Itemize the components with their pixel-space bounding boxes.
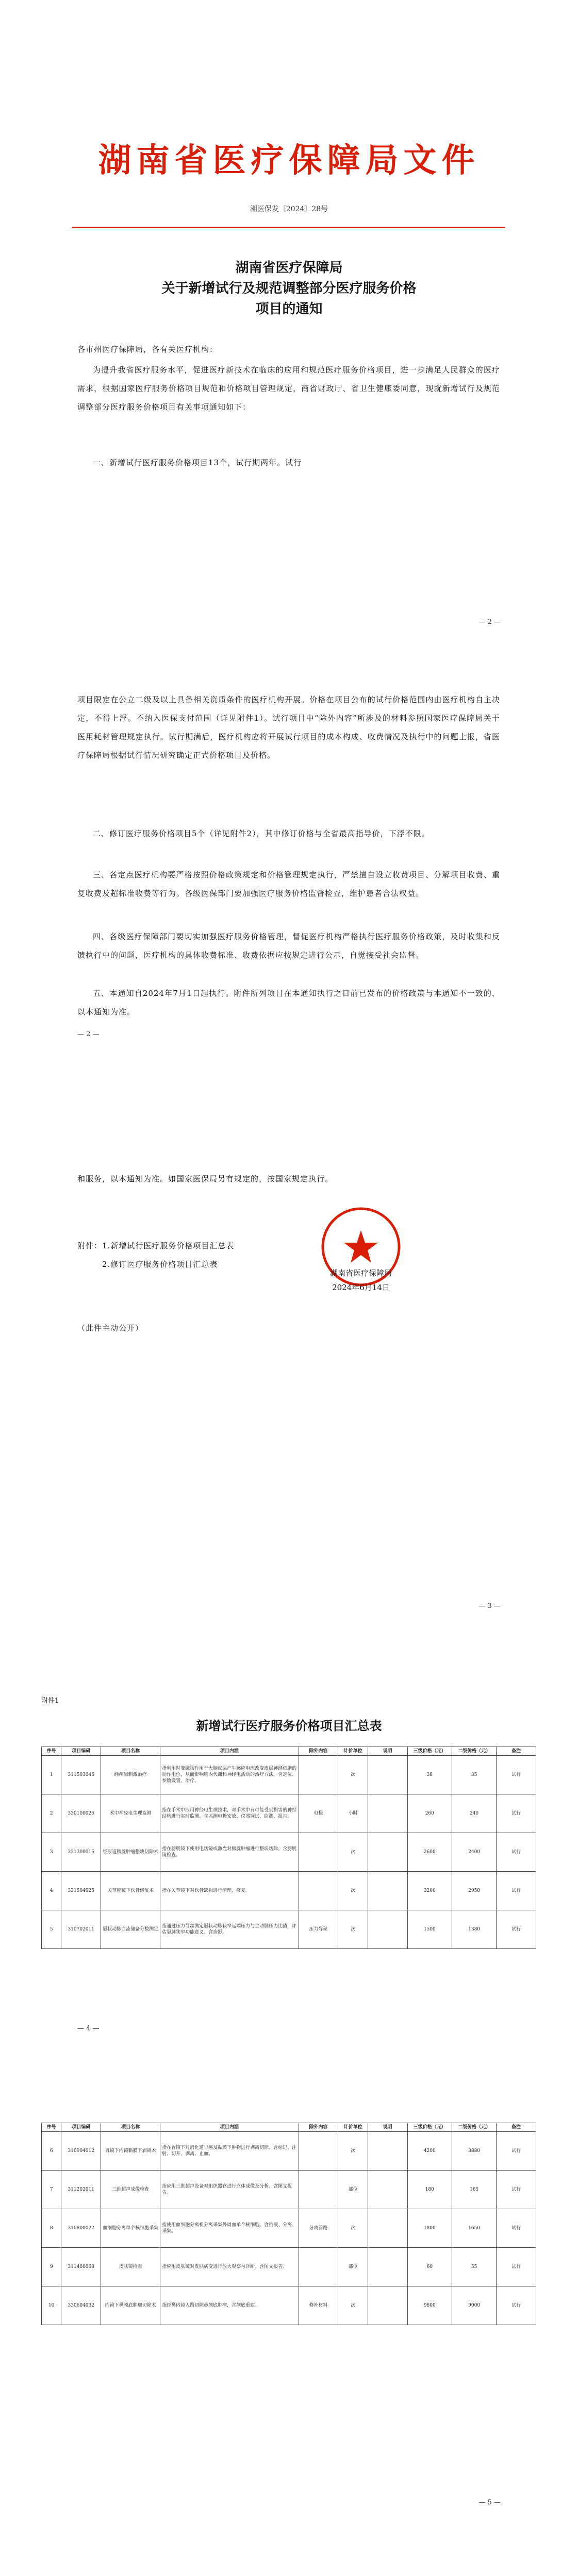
table-cell: 指在关节镜下对软骨缺损进行清理、修复。 xyxy=(160,1872,299,1910)
table-header-cell: 序号 xyxy=(42,2123,61,2132)
table-cell: 经尿道膀胱肿瘤整块切除术 xyxy=(101,1833,160,1872)
table-cell: 压力导丝 xyxy=(299,1910,338,1949)
attachment-1: 1.新增试行医疗服务价格项目汇总表 xyxy=(102,1241,235,1250)
paragraph-5: 三、各定点医疗机构要严格按照价格政策规定和价格管理规定执行，严禁擅自设立收费项目、分解项目收费、重复收费及超标准收费等行为。各级医保部门要加强医疗服务价格监督检查，维护患者合法权益。 xyxy=(77,870,500,898)
table-header-row xyxy=(42,2123,536,2132)
table-cell: 1500 xyxy=(407,1910,452,1949)
page-number: — 5 — xyxy=(478,2499,501,2506)
table-header-cell: 项目名称 xyxy=(101,2123,160,2132)
table-cell: 指利用时变磁场作用于大脑皮层产生感应电流改变皮层神经细胞的动作电位，从而影响脑内代谢和神经电活动的治疗方法。含定位、参数设置、治疗。 xyxy=(160,1756,299,1794)
table1-part1 xyxy=(41,1747,536,1949)
paragraph-7: 五、本通知自2024年7月1日起执行。附件所列项目在本通知执行之日前已发布的价格政策与本通知不一致的，以本通知为准。 xyxy=(77,989,500,1016)
table-cell: 311400068 xyxy=(61,2248,101,2286)
table-cell: 试行 xyxy=(497,2132,536,2171)
table-cell: 次 xyxy=(338,2132,368,2171)
table-cell: 330100026 xyxy=(61,1794,101,1833)
table-header-cell: 三级价格（元） xyxy=(407,1747,452,1756)
doc-number: 湘医保发〔2024〕28号 xyxy=(250,205,328,213)
table-cell: 指应用皮肤镜对皮肤病变进行放大观察与诊断。含图文报告。 xyxy=(160,2248,299,2286)
table-cell: 38 xyxy=(407,1756,452,1794)
table-header-cell: 计价单位 xyxy=(338,2123,368,2132)
table-cell: 180 xyxy=(407,2171,452,2209)
table-row xyxy=(42,1872,536,1910)
table-cell: 3880 xyxy=(452,2132,496,2171)
page-number: — 3 — xyxy=(478,1602,501,1610)
paragraph-1: 为提升我省医疗服务水平，促进医疗新技术在临床的应用和规范医疗服务价格项目，进一步满足人民群众的医疗需求，根据国家医疗服务价格项目规范和价格项目管理规定，商省财政厅、省卫生健康委同意，现就新增试行及规范调整部分医疗服务价格项目有关事项通知如下： xyxy=(77,365,500,412)
table-cell xyxy=(299,2248,338,2286)
paragraph-6: 四、各级医疗保障部门要切实加强医疗服务价格管理，督促医疗机构严格执行医疗服务价格政策，及时收集和反馈执行中的问题，医疗机构的具体收费标准、收费依据应按规定进行公示，自觉接受社会监督。 xyxy=(77,932,500,960)
table-cell: 330604032 xyxy=(61,2286,101,2325)
table-cell: 60 xyxy=(407,2248,452,2286)
table-cell: 1380 xyxy=(452,1910,496,1949)
table-cell: 试行 xyxy=(497,1794,536,1833)
table-cell: 311202011 xyxy=(61,2171,101,2209)
table-cell: 次 xyxy=(338,2286,368,2325)
table-cell: 311503046 xyxy=(61,1756,101,1794)
table-cell xyxy=(368,1794,407,1833)
table-row xyxy=(42,2286,536,2325)
paragraph-2: 一、新增试行医疗服务价格项目13个，试行期两年。试行 xyxy=(93,458,302,467)
table-cell: 试行 xyxy=(497,1756,536,1794)
public-note: （此件主动公开） xyxy=(77,1324,144,1333)
table-cell: 术中神经电生理监测 xyxy=(101,1794,160,1833)
table-cell: 试行 xyxy=(497,2209,536,2248)
table-cell xyxy=(299,1872,338,1910)
table-cell xyxy=(368,1756,407,1794)
table-cell: 4200 xyxy=(407,2132,452,2171)
seal-date: 2024年6月14日 xyxy=(332,1283,390,1292)
attachment-label-text: 附件： xyxy=(77,1241,103,1250)
table1-part2 xyxy=(41,2123,536,2325)
table-cell: 次 xyxy=(338,1756,368,1794)
table-cell: 2 xyxy=(42,1794,61,1833)
table-cell: 310702011 xyxy=(61,1910,101,1949)
table-cell: 3200 xyxy=(407,1872,452,1910)
table-header-cell: 二级价格（元） xyxy=(452,1747,496,1756)
table-cell: 次 xyxy=(338,2209,368,2248)
table-cell: 指经鼻内镜入路切除鼻颅底肿瘤，含颅底重建。 xyxy=(160,2286,299,2325)
notice-title-line3: 项目的通知 xyxy=(255,301,323,317)
table-cell: 试行 xyxy=(497,2248,536,2286)
table-row xyxy=(42,1794,536,1833)
table-cell xyxy=(368,2132,407,2171)
table-header-cell: 序号 xyxy=(42,1747,61,1756)
attachment-1-label: 附件1 xyxy=(41,1697,59,1705)
table-cell: 修补材料 xyxy=(299,2286,338,2325)
table-cell: 331504025 xyxy=(61,1872,101,1910)
table-cell: 试行 xyxy=(497,2171,536,2209)
table-cell: 8 xyxy=(42,2209,61,2248)
table-cell xyxy=(368,1833,407,1872)
table-cell: 次 xyxy=(338,1910,368,1949)
table-header-cell: 备注 xyxy=(497,1747,536,1756)
table-cell xyxy=(299,2171,338,2209)
table-header-cell: 除外内容 xyxy=(299,2123,338,2132)
table-cell: 冠状动脉血流储备分数测定 xyxy=(101,1910,160,1949)
table-cell: 35 xyxy=(452,1756,496,1794)
table-cell: 关节腔镜下软骨修复术 xyxy=(101,1872,160,1910)
page-number: — 4 — xyxy=(77,2025,100,2032)
table-cell: 331300015 xyxy=(61,1833,101,1872)
table-cell: 指使用血细胞分离机分离采集外周血单个核细胞。含抗凝、分离、采集。 xyxy=(160,2209,299,2248)
table-cell: 经颅磁刺激治疗 xyxy=(101,1756,160,1794)
table-cell: 指通过压力导丝测定冠状动脉狭窄远端压力与主动脉压力比值，评估冠脉狭窄功能意义。含造影。 xyxy=(160,1910,299,1949)
table-row xyxy=(42,1833,536,1872)
table-cell: 试行 xyxy=(497,1910,536,1949)
table-cell xyxy=(299,2132,338,2171)
attachment-2: 2.修订医疗服务价格项目汇总表 xyxy=(102,1260,218,1269)
table-cell: 次 xyxy=(338,1833,368,1872)
table-cell xyxy=(368,1910,407,1949)
table-cell xyxy=(368,2248,407,2286)
table-cell: 310904012 xyxy=(61,2132,101,2171)
table-header-row xyxy=(42,1747,536,1756)
table-cell xyxy=(368,1872,407,1910)
table-row xyxy=(42,1756,536,1794)
table-cell: 2400 xyxy=(452,1833,496,1872)
table-cell: 小时 xyxy=(338,1794,368,1833)
table-cell: 指应用三维超声设备对组织器官进行立体成像及分析。含图文报告。 xyxy=(160,2171,299,2209)
table-cell: 次 xyxy=(338,1872,368,1910)
table-cell: 皮肤镜检查 xyxy=(101,2248,160,2286)
table-header-cell: 项目编码 xyxy=(61,1747,101,1756)
table-cell: 55 xyxy=(452,2248,496,2286)
table-row xyxy=(42,2209,536,2248)
table-header-cell: 说明 xyxy=(368,2123,407,2132)
table-cell: 2950 xyxy=(452,1872,496,1910)
table-cell: 胃镜下内镜黏膜下剥离术 xyxy=(101,2132,160,2171)
table-header-cell: 二级价格（元） xyxy=(452,2123,496,2132)
table-cell: 165 xyxy=(452,2171,496,2209)
table-cell xyxy=(299,1756,338,1794)
table-cell: 三维超声成像检查 xyxy=(101,2171,160,2209)
table-cell: 3 xyxy=(42,1833,61,1872)
table-header-cell: 说明 xyxy=(368,1747,407,1756)
table1-title: 新增试行医疗服务价格项目汇总表 xyxy=(196,1718,382,1733)
table-row xyxy=(42,1910,536,1949)
table-cell xyxy=(368,2286,407,2325)
page-number: — 2 — xyxy=(77,1030,100,1038)
table-header-cell: 计价单位 xyxy=(338,1747,368,1756)
table-cell: 指在手术中应用神经电生理技术，对手术中有可能受到损害的神经结构进行实时监测。含监测电极安放、仪器调试、监测、报告。 xyxy=(160,1794,299,1833)
table-cell: 试行 xyxy=(497,2286,536,2325)
table-cell: 9000 xyxy=(452,2286,496,2325)
page-number: — 2 — xyxy=(478,618,501,626)
agency-title: 湖南省医疗保障局文件 xyxy=(98,141,480,180)
page3-fragment: 和服务，以本通知为准。如国家医保局另有规定的，按国家规定执行。 xyxy=(77,1174,334,1183)
table-header-cell: 项目名称 xyxy=(101,1747,160,1756)
table-header-cell: 三级价格（元） xyxy=(407,2123,452,2132)
table-cell: 分离管路 xyxy=(299,2209,338,2248)
table-header-cell: 备注 xyxy=(497,2123,536,2132)
paragraph-4: 二、修订医疗服务价格项目5个（详见附件2），其中修订价格与全省最高指导价，下浮不限。 xyxy=(93,829,430,838)
notice-title-line1: 湖南省医疗保障局 xyxy=(235,260,343,276)
table-cell: 4 xyxy=(42,1872,61,1910)
paragraph-3: 项目限定在公立二级及以上具备相关资质条件的医疗机构开展。价格在项目公布的试行价格范围内由医疗机构自主决定，不得上浮。不纳入医保支付范围（详见附件1）。试行项目中“除外内容”所涉及的材料参照国家医疗保障局关于医用耗材管理规定执行。试行期满后，医疗机构应将开展试行项目的成本构成、收费情况及执行中的问题上报，省医疗保障局根据试行情况研究确定正式价格项目及价格。 xyxy=(77,695,500,760)
table-cell: 血细胞分离单个核细胞采集 xyxy=(101,2209,160,2248)
table-row xyxy=(42,2132,536,2171)
table-cell: 电极 xyxy=(299,1794,338,1833)
table-cell: 1650 xyxy=(452,2209,496,2248)
table-cell: 内镜下鼻颅底肿瘤切除术 xyxy=(101,2286,160,2325)
attachment-label xyxy=(77,1236,500,1255)
salutation: 各市州医疗保障局，各有关医疗机构： xyxy=(77,345,218,354)
table-cell: 260 xyxy=(407,1794,452,1833)
table-header-cell: 除外内容 xyxy=(299,1747,338,1756)
seal-issuer: 湖南省医疗保障局 xyxy=(329,1268,392,1278)
table-cell: 部位 xyxy=(338,2248,368,2286)
table-cell: 指在胃镜下对消化道早癌及黏膜下肿物进行剥离切除。含标记、注射、切开、剥离、止血。 xyxy=(160,2132,299,2171)
table-cell: 9800 xyxy=(407,2286,452,2325)
table-cell: 试行 xyxy=(497,1833,536,1872)
table-cell: 2600 xyxy=(407,1833,452,1872)
table-cell: 10 xyxy=(42,2286,61,2325)
table-cell: 240 xyxy=(452,1794,496,1833)
table-cell: 1800 xyxy=(407,2209,452,2248)
table-cell: 5 xyxy=(42,1910,61,1949)
table-cell xyxy=(368,2209,407,2248)
table-cell: 指在膀胱镜下使用电切镜或激光对膀胱肿瘤进行整块切除。含膀胱镜检查。 xyxy=(160,1833,299,1872)
table-cell xyxy=(299,1833,338,1872)
table-cell: 6 xyxy=(42,2132,61,2171)
table-header-cell: 项目内涵 xyxy=(160,2123,299,2132)
table-cell: 1 xyxy=(42,1756,61,1794)
table-row xyxy=(42,2171,536,2209)
table-cell: 试行 xyxy=(497,1872,536,1910)
table-cell: 9 xyxy=(42,2248,61,2286)
table-cell: 7 xyxy=(42,2171,61,2209)
red-divider xyxy=(72,227,505,228)
table-header-cell: 项目编码 xyxy=(61,2123,101,2132)
table-cell: 310800022 xyxy=(61,2209,101,2248)
table-header-cell: 项目内涵 xyxy=(160,1747,299,1756)
table-cell xyxy=(368,2171,407,2209)
notice-title-line2: 关于新增试行及规范调整部分医疗服务价格 xyxy=(161,281,417,296)
table-cell: 部位 xyxy=(338,2171,368,2209)
table-row xyxy=(42,2248,536,2286)
